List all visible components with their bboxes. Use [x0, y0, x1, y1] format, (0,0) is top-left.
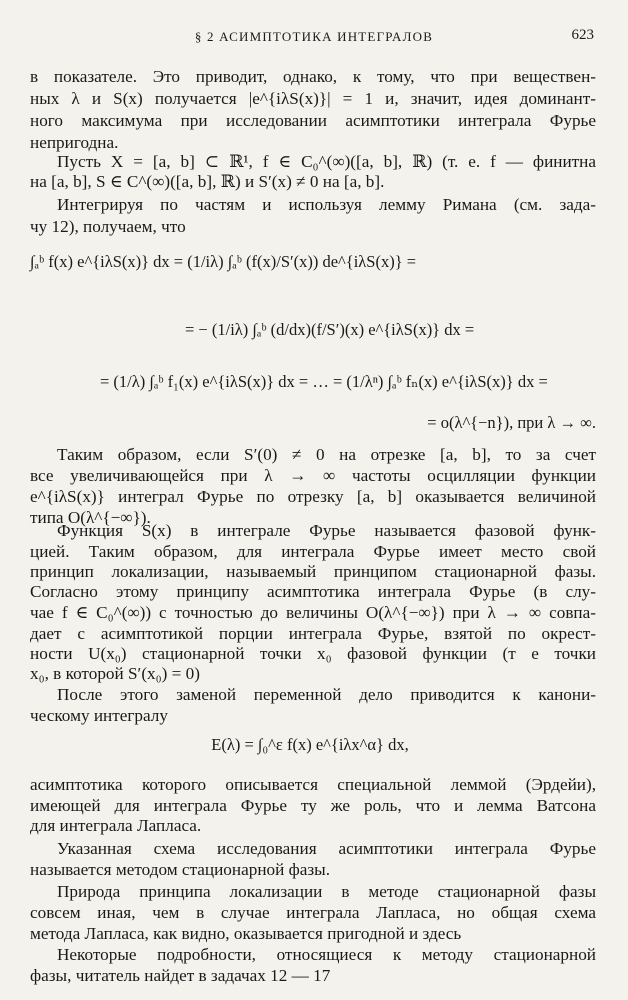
running-header: § 2 АСИМПТОТИКА ИНТЕГРАЛОВ	[194, 29, 434, 44]
text-line: асимптотика которого описывается специальной леммой (Эрдейи),	[30, 775, 596, 794]
equation-line-4: = o(λ^{−n}), при λ → ∞.	[427, 413, 596, 432]
equation-line-3: = (1/λ) ∫ₐᵇ f₁(x) e^{iλS(x)} dx = … = (1/λⁿ) ∫ₐᵇ fₙ(x) e^{iλS(x)} dx =	[100, 372, 548, 391]
text-line: типа O(λ^{−∞}).	[30, 508, 151, 527]
text-line: ности U(x₀) стационарной точки x₀ фазовой функции (т е точки	[30, 644, 596, 663]
text-line: Интегрируя по частям и используя лемму Римана (см. зада-	[57, 195, 596, 214]
equation-canonical-integral: E(λ) = ∫₀^ε f(x) e^{iλx^α} dx,	[211, 735, 409, 754]
text-line: Пусть X = [a, b] ⊂ ℝ¹, f ∈ C₀^(∞)([a, b], ℝ) (т. е. f — финитна	[57, 152, 596, 171]
text-line: на [a, b], S ∈ C^(∞)([a, b], ℝ) и S′(x) ≠ 0 на [a, b].	[30, 172, 385, 191]
text-line: все увеличивающейся при λ → ∞ частоты осцилляции функции	[30, 466, 596, 485]
text-line: принцип локализации, называемый принципом стационарной фазы.	[30, 562, 596, 581]
text-line: называется методом стационарной фазы.	[30, 860, 331, 879]
text-line: e^{iλS(x)} интеграл Фурье по отрезку [a, b] оказывается величиной	[30, 487, 596, 506]
text-line: совсем иная, чем в случае интеграла Лапласа, но общая схема	[30, 903, 596, 922]
equation-line-1: ∫ₐᵇ f(x) e^{iλS(x)} dx = (1/iλ) ∫ₐᵇ (f(x)/S′(x)) de^{iλS(x)} =	[30, 252, 417, 271]
page-number: 623	[571, 27, 594, 43]
text-line: Некоторые подробности, относящиеся к методу стационарной	[57, 945, 596, 964]
text-line: фазы, читатель найдет в задачах 12 — 17	[30, 966, 331, 985]
text-line: ческому интегралу	[30, 706, 168, 725]
text-line: Природа принципа локализации в методе стационарной фазы	[57, 882, 596, 901]
text-line: ного максимума при исследовании асимптотики интеграла Фурье	[30, 111, 596, 130]
text-line: дает с асимптотикой порции интеграла Фурье, взятой по окрест-	[30, 624, 596, 643]
text-line: Таким образом, если S′(0) ≠ 0 на отрезке [a, b], то за счет	[57, 445, 596, 464]
text-line: Функция S(x) в интеграле Фурье называется фазовой функ-	[57, 521, 596, 540]
equation-line-2: = − (1/iλ) ∫ₐᵇ (d/dx)(f/S′)(x) e^{iλS(x)} dx =	[185, 320, 475, 339]
text-line: Согласно этому принципу асимптотика интеграла Фурье (в слу-	[30, 582, 596, 601]
text-line: чу 12), получаем, что	[30, 217, 186, 236]
text-line: в показателе. Это приводит, однако, к тому, что при веществен-	[30, 67, 596, 86]
text-line: чае f ∈ C₀^(∞)) с точностью до величины O(λ^{−∞}) при λ → ∞ совпа-	[30, 603, 596, 622]
text-line: метода Лапласа, как видно, оказывается пригодной и здесь	[30, 924, 462, 943]
text-line: для интеграла Лапласа.	[30, 816, 202, 835]
text-line: Указанная схема исследования асимптотики интеграла Фурье	[57, 839, 596, 858]
text-line: x₀, в которой S′(x₀) = 0)	[30, 664, 200, 683]
text-line: цией. Таким образом, для интеграла Фурье имеет место свой	[30, 542, 596, 561]
text-line: ных λ и S(x) получается |e^{iλS(x)}| = 1 и, значит, идея доминант-	[30, 89, 596, 108]
text-line: После этого заменой переменной дело приводится к канони-	[57, 685, 596, 704]
text-line: имеющей для интеграла Фурье ту же роль, что и лемма Ватсона	[30, 796, 596, 815]
text-line: непригодна.	[30, 133, 119, 152]
